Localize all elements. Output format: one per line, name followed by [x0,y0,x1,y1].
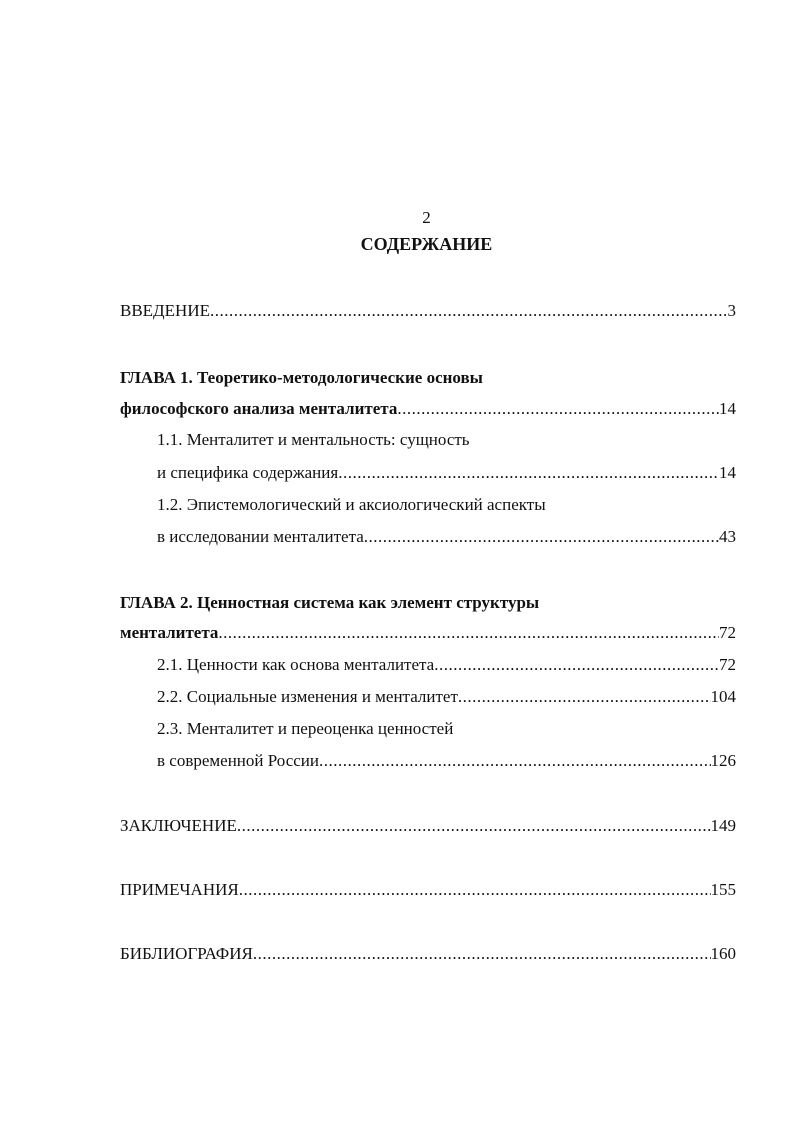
toc-entry-section-2-2[interactable] [157,685,736,709]
dot-leader [338,461,719,485]
toc-entry-label: ВВЕДЕНИЕ [120,301,210,320]
toc-page-number: 149 [710,816,736,835]
toc-entry-section-1-2[interactable] [157,525,736,549]
toc-entry-label: ЗАКЛЮЧЕНИЕ [120,816,237,835]
dot-leader [319,749,711,773]
toc-entry-label: БИБЛИОГРАФИЯ [120,944,253,963]
toc-entry-intro[interactable] [120,299,736,323]
dot-leader [210,299,728,323]
dot-leader [218,621,719,645]
dot-leader [237,814,711,838]
toc-entry-chapter2[interactable] [120,621,736,645]
dot-leader [434,653,719,677]
page-title: СОДЕРЖАНИЕ [360,234,493,254]
toc-entry-chapter1[interactable] [120,397,736,421]
toc-entry-conclusion[interactable] [120,814,736,838]
toc-page-number: 72 [719,655,736,674]
toc-section-2-3-line1[interactable]: 2.3. Менталитет и переоценка ценностей [157,719,454,738]
toc-entry-section-1-1[interactable] [157,461,736,485]
toc-chapter2-title-line1[interactable]: ГЛАВА 2. Ценностная система как элемент структуры [120,593,540,612]
dot-leader [364,525,719,549]
toc-entry-label: и специфика содержания [157,463,339,482]
toc-page-number: 72 [719,623,736,642]
toc-page-number: 160 [710,944,736,963]
toc-section-1-1-line1[interactable]: 1.1. Менталитет и ментальность: сущность [157,430,470,449]
dot-leader [239,878,711,902]
toc-entry-label: в современной России [157,751,319,770]
dot-leader [458,685,711,709]
toc-entry-label: философского анализа менталитета [120,399,398,418]
toc-entry-section-2-1[interactable] [157,653,736,677]
toc-entry-section-2-3[interactable] [157,749,736,773]
toc-page-number: 3 [727,301,736,320]
toc-entry-label: 2.1. Ценности как основа менталитета [157,655,435,674]
toc-entry-label: ПРИМЕЧАНИЯ [120,880,239,899]
toc-page-number: 14 [719,399,736,418]
toc-entry-label: менталитета [120,623,219,642]
toc-section-1-2-line1[interactable]: 1.2. Эпистемологический и аксиологический аспекты [157,495,546,514]
toc-chapter1-title-line1[interactable]: ГЛАВА 1. Теоретико-методологические основы [120,368,483,387]
page-number: 2 [422,208,431,227]
toc-entry-label: в исследовании менталитета [157,527,364,546]
toc-page-number: 104 [710,687,736,706]
toc-page-number: 126 [710,751,736,770]
dot-leader [397,397,719,421]
toc-entry-bibliography[interactable] [120,942,736,966]
dot-leader [253,942,711,966]
toc-page-number: 43 [719,527,736,546]
toc-page-number: 14 [719,463,736,482]
toc-page-number: 155 [710,880,736,899]
toc-entry-label: 2.2. Социальные изменения и менталитет [157,687,458,706]
toc-entry-notes[interactable] [120,878,736,902]
